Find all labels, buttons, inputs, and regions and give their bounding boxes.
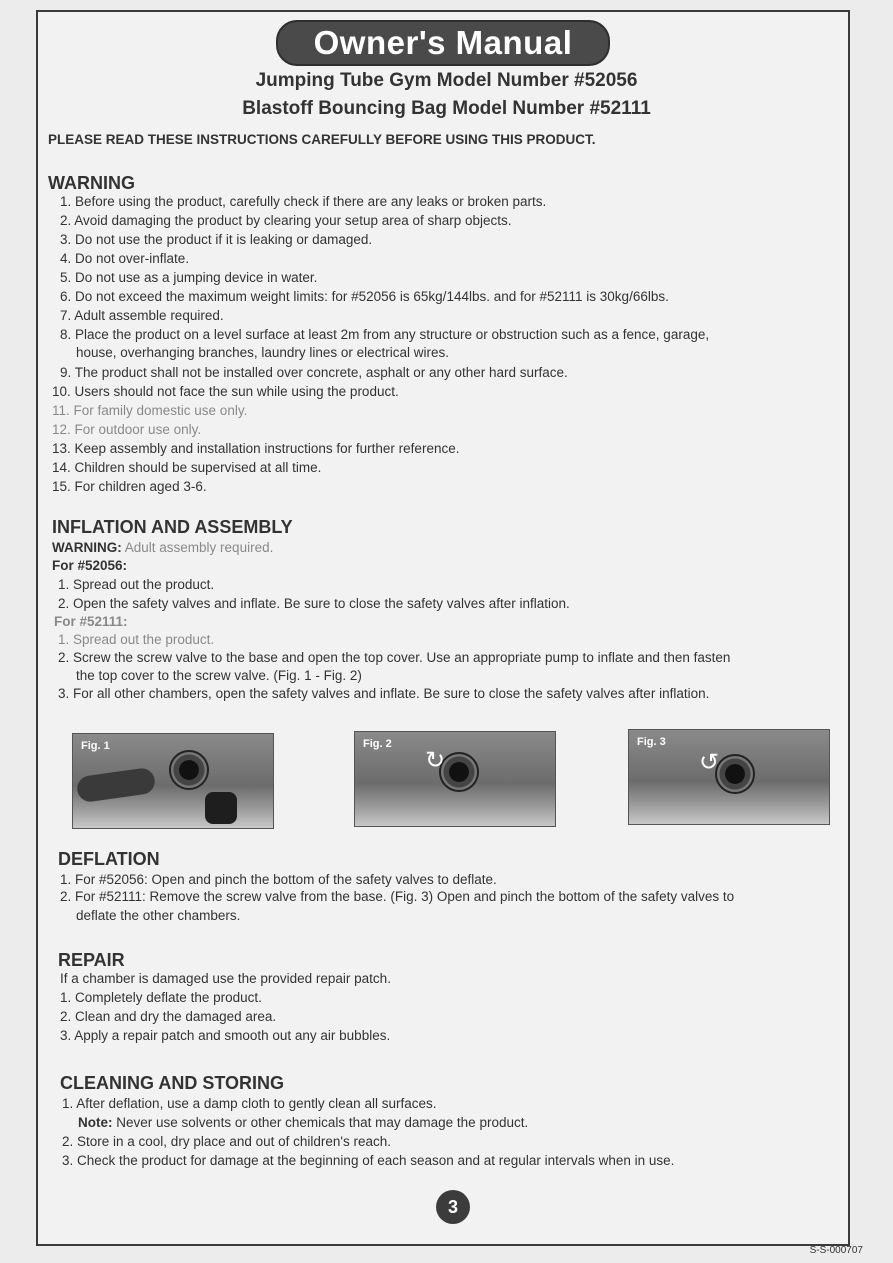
inflation-b-item: 3. For all other chambers, open the safety valves and inflate. Be sure to close the safety valves after inflation.: [58, 686, 710, 701]
deflation-heading: DEFLATION: [58, 849, 160, 869]
page-number: 3: [436, 1190, 470, 1224]
repair-intro: If a chamber is damaged use the provided repair patch.: [60, 971, 391, 986]
inflation-heading: INFLATION AND ASSEMBLY: [52, 517, 293, 537]
figure-1: [72, 733, 274, 829]
inflation-b-item-continued: the top cover to the screw valve. (Fig. 1 - Fig. 2): [76, 668, 362, 683]
warning-item: 9. The product shall not be installed over concrete, asphalt or any other hard surface.: [60, 365, 568, 380]
please-read-notice: PLEASE READ THESE INSTRUCTIONS CAREFULLY BEFORE USING THIS PRODUCT.: [48, 132, 596, 147]
manual-title: Owner's Manual: [276, 20, 610, 66]
cleaning-note-text: Never use solvents or other chemicals that may damage the product.: [116, 1115, 529, 1130]
warning-item: 6. Do not exceed the maximum weight limits: for #52056 is 65kg/144lbs. and for #52111 is 30kg/66lbs.: [60, 289, 669, 304]
subtitle-jumping-tube: Jumping Tube Gym Model Number #52056: [255, 70, 638, 91]
inflation-a-item: 1. Spread out the product.: [58, 577, 215, 592]
figure-2-label: Fig. 2: [363, 738, 392, 750]
model-52056-label: For #52056:: [52, 558, 128, 573]
cleaning-item: 2. Store in a cool, dry place and out of children's reach.: [62, 1134, 392, 1149]
screw-valve-icon: [715, 754, 755, 794]
figure-3-label: Fig. 3: [637, 736, 666, 748]
warning-item: 2. Avoid damaging the product by clearing your setup area of sharp objects.: [60, 213, 512, 228]
repair-item: 1. Completely deflate the product.: [60, 990, 262, 1005]
warning-item: 8. Place the product on a level surface at least 2m from any structure or obstruction such as a fence, garage,: [60, 327, 710, 342]
figure-2: [354, 731, 556, 827]
inflation-warning: [52, 540, 273, 555]
valve-cap-icon: [205, 792, 237, 824]
warning-item: 15. For children aged 3-6.: [52, 479, 207, 494]
document-code: S-S-000707: [809, 1245, 863, 1256]
inflation-b-item: 2. Screw the screw valve to the base and open the top cover. Use an appropriate pump to inflate and then fasten: [58, 650, 731, 665]
inflation-warning-label: WARNING:: [52, 540, 122, 555]
warning-item: 14. Children should be supervised at all time.: [52, 460, 322, 475]
repair-heading: REPAIR: [58, 950, 125, 970]
warning-item: 11. For family domestic use only.: [52, 403, 248, 418]
deflation-item: 2. For #52111: Remove the screw valve from the base. (Fig. 3) Open and pinch the bottom of the safety valves to: [60, 889, 735, 904]
warning-item-continued: house, overhanging branches, laundry lines or electrical wires.: [76, 345, 449, 360]
figure-1-label: Fig. 1: [81, 740, 110, 752]
cleaning-heading: CLEANING AND STORING: [60, 1073, 285, 1093]
screw-valve-icon: [169, 750, 209, 790]
warning-item: 12. For outdoor use only.: [52, 422, 202, 437]
deflation-item: 1. For #52056: Open and pinch the bottom of the safety valves to deflate.: [60, 872, 497, 887]
cleaning-item: 3. Check the product for damage at the beginning of each season and at regular intervals when in use.: [62, 1153, 675, 1168]
warning-item: 10. Users should not face the sun while using the product.: [52, 384, 399, 399]
model-52111-label: For #52111:: [54, 614, 128, 629]
deflation-item-continued: deflate the other chambers.: [76, 908, 241, 923]
cleaning-note-label: Note:: [78, 1115, 113, 1130]
warning-item: 13. Keep assembly and installation instructions for further reference.: [52, 441, 460, 456]
cleaning-item: 1. After deflation, use a damp cloth to gently clean all surfaces.: [62, 1096, 437, 1111]
inflation-b-item: 1. Spread out the product.: [58, 632, 215, 647]
rotate-arrow-icon: ↺: [699, 749, 720, 776]
warning-item: 4. Do not over-inflate.: [60, 251, 190, 266]
pump-hose-icon: [76, 767, 157, 804]
warning-item: 5. Do not use as a jumping device in water.: [60, 270, 318, 285]
repair-item: 3. Apply a repair patch and smooth out any air bubbles.: [60, 1028, 391, 1043]
inflation-a-item: 2. Open the safety valves and inflate. Be sure to close the safety valves after inflation.: [58, 596, 570, 611]
warning-item: 1. Before using the product, carefully check if there are any leaks or broken parts.: [60, 194, 547, 209]
warning-item: 7. Adult assemble required.: [60, 308, 224, 323]
warning-heading: WARNING: [48, 173, 135, 193]
warning-item: 3. Do not use the product if it is leaking or damaged.: [60, 232, 373, 247]
figure-3: [628, 729, 830, 825]
cleaning-note: [78, 1115, 528, 1130]
rotate-arrow-icon: ↻: [425, 747, 446, 774]
repair-item: 2. Clean and dry the damaged area.: [60, 1009, 277, 1024]
subtitle-blastoff: Blastoff Bouncing Bag Model Number #52111: [242, 98, 651, 119]
inflation-warning-text: Adult assembly required.: [124, 540, 274, 555]
